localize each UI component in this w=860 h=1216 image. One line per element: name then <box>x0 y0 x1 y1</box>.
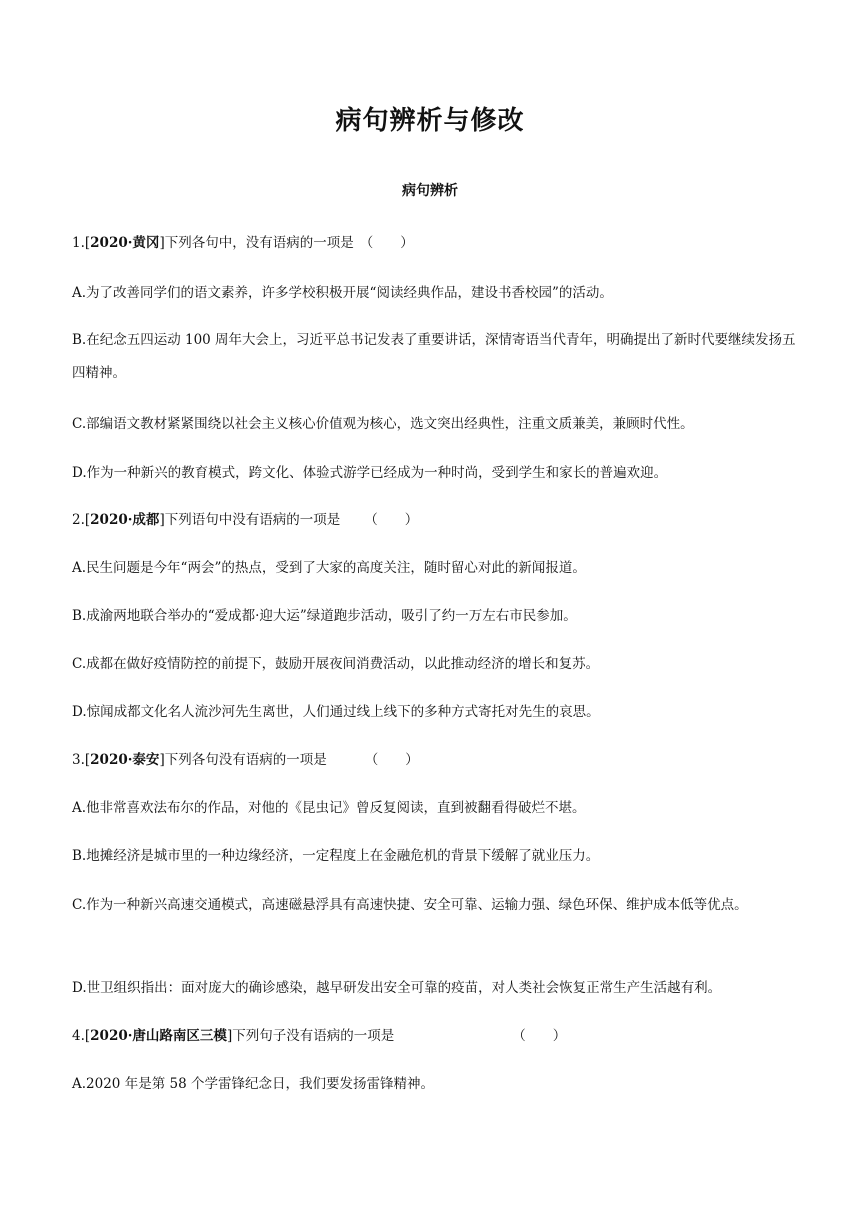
question-3-stem: 3.[2020·泰安]下列各句没有语病的一项是 （ ） <box>72 743 802 777</box>
question-3-option-a: A.他非常喜欢法布尔的作品，对他的《昆虫记》曾反复阅读，直到被翻看得破烂不堪。 <box>72 800 586 816</box>
question-3-option-c: C.作为一种新兴高速交通模式，高速磁悬浮具有高速快捷、安全可靠、运输力强、绿色环保、维护成本低等优点。 <box>72 897 748 913</box>
question-1-option-a: A.为了改善同学们的语文素养，许多学校积极开展“阅读经典作品，建设书香校园”的活动。 <box>72 285 613 301</box>
answer-blank: （ ） <box>512 1028 567 1044</box>
question-2-option-c: C.成都在做好疫情防控的前提下，鼓励开展夜间消费活动，以此推动经济的增长和复苏。 <box>72 656 600 672</box>
question-3-source: 2020·泰安 <box>90 752 160 768</box>
question-4-stem: 4.[2020·唐山路南区三模]下列句子没有语病的一项是 （ ） <box>72 1019 802 1053</box>
page-title: 病句辨析与修改 <box>335 106 525 136</box>
question-1-source: 2020·黄冈 <box>90 235 160 251</box>
answer-blank: （ ） <box>359 235 414 251</box>
section-heading: 病句辨析 <box>402 183 458 199</box>
answer-blank: （ ） <box>364 752 419 768</box>
question-2-stem: 2.[2020·成都]下列语句中没有语病的一项是 （ ） <box>72 503 802 537</box>
question-2-option-b: B.成渝两地联合举办的“爱成都·迎大运”绿道跑步活动，吸引了约一万左右市民参加。 <box>72 608 577 624</box>
question-3-option-b: B.地摊经济是城市里的一种边缘经济，一定程度上在金融危机的背景下缓解了就业压力。 <box>72 848 600 864</box>
question-1-option-c: C.部编语文教材紧紧围绕以社会主义核心价值观为核心，选文突出经典性，注重文质兼美，兼顾时代性。 <box>72 416 694 432</box>
question-4-source: 2020·唐山路南区三模 <box>90 1028 227 1044</box>
question-2-source: 2020·成都 <box>90 512 160 528</box>
question-4-option-a: A.2020 年是第 58 个学雷锋纪念日，我们要发扬雷锋精神。 <box>72 1076 434 1092</box>
answer-blank: （ ） <box>364 512 419 528</box>
question-1-stem: 1.[2020·黄冈]下列各句中，没有语病的一项是 （ ） <box>72 226 802 260</box>
question-1-option-b: B.在纪念五四运动 100 周年大会上，习近平总书记发表了重要讲话，深情寄语当代青年，明确提出了新时代要继续发扬五四精神。 <box>72 332 796 381</box>
question-3-option-d: D.世卫组织指出：面对庞大的确诊感染，越早研发出安全可靠的疫苗，对人类社会恢复正常生产生活越有利。 <box>72 980 722 996</box>
question-2-option-a: A.民生问题是今年“两会”的热点，受到了大家的高度关注，随时留心对此的新闻报道。 <box>72 560 586 576</box>
question-2-option-d: D.惊闻成都文化名人流沙河先生离世，人们通过线上线下的多种方式寄托对先生的哀思。 <box>72 704 600 720</box>
question-1-option-d: D.作为一种新兴的教育模式，跨文化、体验式游学已经成为一种时尚，受到学生和家长的普遍欢迎。 <box>72 465 668 481</box>
